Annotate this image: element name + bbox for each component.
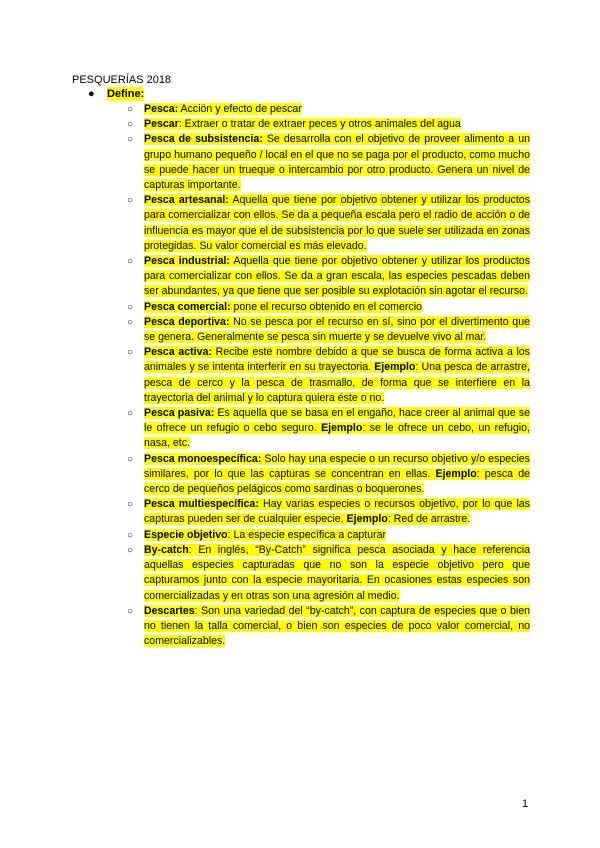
item-definition: : Son una variedad del “by-catch”, con captura de especies que o bien no tienen la talla comercial, o bien son especies de poco valor comercial, no comercializables. xyxy=(144,604,530,648)
item-definition: Es aquella que se basa en el engaño, hace creer al animal que se le ofrece un refugio o cebo seguro. xyxy=(144,407,530,435)
bullet-icon: ● xyxy=(88,88,95,100)
example-text: : Una pesca de arrastre, pesca de cerco y la pesca de trasmallo, de forma que se interfiere en la trayectoria del animal y lo captura quiera éste o no. xyxy=(144,361,530,404)
item-definition: : En inglés, “By-Catch” significa pesca asociada y hace referencia aquellas especies capturadas que no son la especie objetivo pero que capturamos junto con la especie mayoritaria. En ocasiones estas especies son comercializadas y en otras son una agresión al medio. xyxy=(144,543,530,602)
list-item xyxy=(127,193,530,254)
highlighted-text xyxy=(144,453,530,495)
item-body xyxy=(144,528,530,543)
item-term: By-catch xyxy=(144,543,189,556)
example-label: Ejemplo xyxy=(346,513,388,526)
highlighted-text xyxy=(144,103,302,115)
list-item xyxy=(127,345,530,406)
highlighted-text xyxy=(144,498,530,525)
list-item xyxy=(127,254,530,300)
definition-list xyxy=(127,102,530,649)
item-body xyxy=(144,117,530,132)
section-label: Define: xyxy=(107,88,145,100)
list-item xyxy=(127,132,530,193)
list-item xyxy=(127,300,530,315)
highlighted-text xyxy=(144,255,530,297)
item-term: Pesca de subsistencia: xyxy=(144,133,263,146)
item-term: Pesca industrial: xyxy=(144,255,230,268)
item-body xyxy=(144,543,530,604)
list-item xyxy=(127,117,530,132)
circle-bullet-icon: ○ xyxy=(127,408,134,420)
list-item xyxy=(127,497,530,527)
example-text: : Red de arrastre. xyxy=(387,513,471,526)
highlighted-text xyxy=(144,346,530,404)
item-term: Pescar xyxy=(144,118,179,131)
highlighted-text xyxy=(144,529,386,541)
item-body xyxy=(144,345,530,406)
highlighted-text xyxy=(144,194,530,252)
item-definition: Solo hay una especie o un recurso objetivo y/o especies similares, por lo que las capturas se concentran en ellas. xyxy=(144,452,530,480)
item-definition: pone el recurso obtenido en el comercio xyxy=(230,300,422,313)
circle-bullet-icon: ○ xyxy=(127,256,134,268)
item-body xyxy=(144,315,530,345)
item-term: Pesca pasiva: xyxy=(144,407,215,420)
circle-bullet-icon: ○ xyxy=(127,347,134,359)
highlighted-text xyxy=(144,301,422,313)
item-term: Especie objetivo xyxy=(144,528,228,541)
item-term: Pesca monoespecífica: xyxy=(144,452,262,465)
item-definition: : Extraer o tratar de extraer peces y otros animales del agua xyxy=(178,118,461,131)
item-term: Pesca artesanal: xyxy=(144,194,229,207)
item-definition: Se desarrolla con el objetivo de proveer alimento a un grupo humano pequeño / local en el que no se paga por el producto, como mucho se puede hacer un trueque o intercambio por otro producto. Genera un nivel de capturas importante. xyxy=(144,133,530,192)
item-definition: Acción y efecto de pescar xyxy=(178,103,302,115)
circle-bullet-icon: ○ xyxy=(127,119,134,131)
list-item xyxy=(127,102,530,117)
list-item xyxy=(127,543,530,604)
item-definition: Aquella que tiene por objetivo obtener y utilizar los productos para comercializar con ellos. Se da a gran escala, las especies pescadas deben ser abundantes, ya que tiene que ser posible su explotación sin agotar el recurso. xyxy=(144,255,530,298)
example-text: : pesca de cerco de pequeños pelágicos como sardinas o boquerones. xyxy=(144,467,530,496)
example-text: : se le ofrece un cebo, un refugio, nasa, etc. xyxy=(144,422,530,450)
circle-bullet-icon: ○ xyxy=(127,529,134,541)
list-item xyxy=(127,315,530,345)
item-definition: Aquella que tiene por objetivo obtener y utilizar los productos para comercializar con ellos. Se da a pequeña escala pero el radio de acción o de influencia es mayor que el de subsistencia por lo que suele ser utilizada en zonas protegidas. Su valor comercial es más elevado. xyxy=(144,194,530,252)
highlighted-text xyxy=(144,605,530,647)
item-term: Descartes xyxy=(144,604,195,617)
highlighted-text xyxy=(144,407,530,449)
item-definition: Hay varias especies o recursos objetivo, por lo que las capturas pueden ser de cualquier especie. xyxy=(144,498,530,526)
item-body xyxy=(144,406,530,452)
item-body xyxy=(144,497,530,527)
example-label: Ejemplo xyxy=(435,467,477,480)
list-item xyxy=(127,528,530,543)
item-body xyxy=(144,193,530,254)
highlighted-text xyxy=(144,133,530,191)
list-item xyxy=(127,406,530,452)
highlighted-text xyxy=(144,316,530,343)
item-term: Pesca multiespecífica: xyxy=(144,498,259,511)
item-definition: No se pesca por el recurso en sí, sino por el divertimento que se genera. Generalmente se pesca sin muerte y se devuelve vivo al mar. xyxy=(144,315,530,344)
list-item xyxy=(127,452,530,498)
circle-bullet-icon: ○ xyxy=(127,453,134,465)
item-term: Pesca comercial: xyxy=(144,300,231,313)
item-body xyxy=(144,300,530,315)
circle-bullet-icon: ○ xyxy=(127,605,134,617)
circle-bullet-icon: ○ xyxy=(127,104,134,115)
item-body xyxy=(144,132,530,193)
document-title: PESQUERÍAS 2018 xyxy=(72,74,172,86)
item-term: Pesca activa: xyxy=(144,346,212,359)
item-term: Pesca: xyxy=(144,103,179,115)
circle-bullet-icon: ○ xyxy=(127,544,134,556)
circle-bullet-icon: ○ xyxy=(127,301,134,313)
item-body xyxy=(144,102,530,117)
list-item xyxy=(127,604,530,650)
example-label: Ejemplo xyxy=(321,422,363,435)
item-body xyxy=(144,254,530,300)
item-body xyxy=(144,604,530,650)
item-definition: Recibe este nombre debido a que se busca de forma activa a los animales y se intenta interferir en su trayectoria. xyxy=(144,346,530,374)
circle-bullet-icon: ○ xyxy=(127,134,134,146)
item-body xyxy=(144,452,530,498)
example-label: Ejemplo xyxy=(374,361,416,374)
item-term: Pesca deportiva: xyxy=(144,315,230,328)
circle-bullet-icon: ○ xyxy=(127,195,134,207)
page-number: 1 xyxy=(522,798,529,810)
item-definition: : La especie específica a capturar xyxy=(227,528,387,541)
highlighted-text xyxy=(144,118,461,130)
highlighted-text xyxy=(144,544,530,602)
circle-bullet-icon: ○ xyxy=(127,316,134,328)
circle-bullet-icon: ○ xyxy=(127,499,134,511)
